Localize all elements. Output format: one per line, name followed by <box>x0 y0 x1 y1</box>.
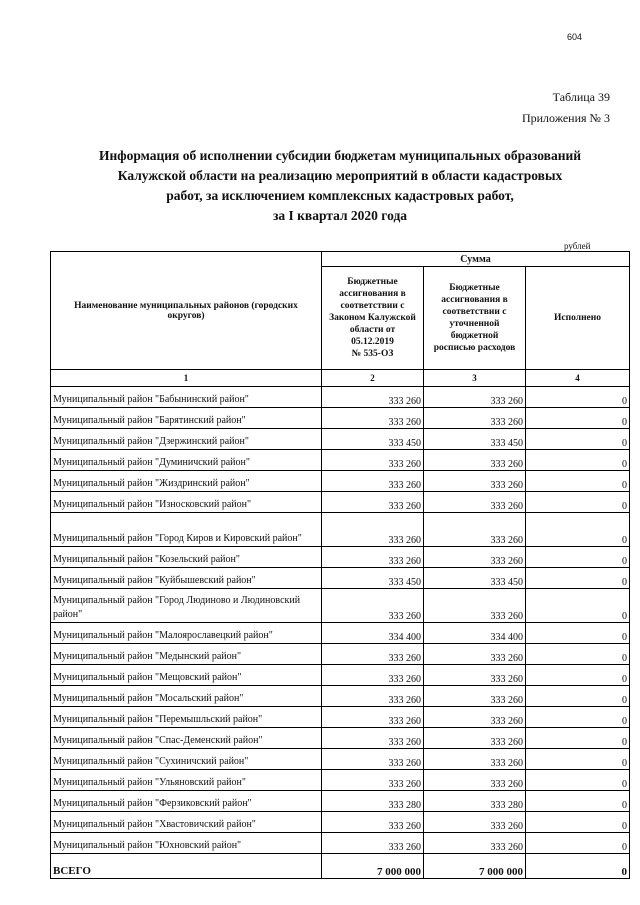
table-row <box>51 547 630 568</box>
table-row <box>51 749 630 770</box>
col-number: 2 <box>322 370 424 387</box>
executed-amount: 0 <box>526 589 630 623</box>
law-amount: 333 260 <box>322 728 424 749</box>
district-name: Муниципальный район "Мосальский район" <box>51 686 322 707</box>
executed-amount: 0 <box>526 644 630 665</box>
district-name: Муниципальный район "Жиздринский район" <box>51 471 322 492</box>
refined-amount: 334 400 <box>424 623 526 644</box>
refined-amount: 333 260 <box>424 492 526 513</box>
title-line: Калужской области на реализацию мероприятий в области кадастровых <box>117 168 563 183</box>
table-row <box>51 833 630 854</box>
table-reference <box>522 87 610 129</box>
law-amount: 334 400 <box>322 623 424 644</box>
refined-amount: 333 260 <box>424 644 526 665</box>
executed-amount: 0 <box>526 770 630 791</box>
executed-amount: 0 <box>526 812 630 833</box>
law-amount: 333 260 <box>322 408 424 429</box>
refined-amount: 333 260 <box>424 408 526 429</box>
table-row <box>51 450 630 471</box>
refined-amount: 333 450 <box>424 429 526 450</box>
refined-amount: 333 260 <box>424 686 526 707</box>
law-amount: 333 450 <box>322 429 424 450</box>
executed-amount: 0 <box>526 450 630 471</box>
table-row <box>51 686 630 707</box>
table-row <box>51 513 630 547</box>
law-amount: 333 260 <box>322 707 424 728</box>
district-name: Муниципальный район "Куйбышевский район" <box>51 568 322 589</box>
table-row <box>51 644 630 665</box>
refined-amount: 333 260 <box>424 513 526 547</box>
law-amount: 333 260 <box>322 547 424 568</box>
table-row <box>51 707 630 728</box>
law-amount: 333 260 <box>322 665 424 686</box>
law-amount: 333 260 <box>322 749 424 770</box>
district-name: Муниципальный район "Спас-Деменский район" <box>51 728 322 749</box>
district-name: Муниципальный район "Дзержинский район" <box>51 429 322 450</box>
executed-amount: 0 <box>526 513 630 547</box>
district-name: Муниципальный район "Перемышльский район" <box>51 707 322 728</box>
col-number: 1 <box>51 370 322 387</box>
table-row <box>51 589 630 623</box>
table-row <box>51 812 630 833</box>
refined-amount: 333 260 <box>424 812 526 833</box>
executed-amount: 0 <box>526 791 630 812</box>
table-row <box>51 387 630 408</box>
district-name: Муниципальный район "Думиничский район" <box>51 450 322 471</box>
total-row <box>51 854 630 879</box>
district-name: Муниципальный район "Город Людиново и Людиновский район" <box>51 589 322 623</box>
executed-amount: 0 <box>526 623 630 644</box>
executed-amount: 0 <box>526 728 630 749</box>
law-amount: 333 260 <box>322 492 424 513</box>
law-amount: 333 260 <box>322 387 424 408</box>
district-name: Муниципальный район "Юхновский район" <box>51 833 322 854</box>
total-executed: 0 <box>526 854 630 879</box>
table-row <box>51 728 630 749</box>
refined-amount: 333 260 <box>424 728 526 749</box>
table-row <box>51 492 630 513</box>
title-line: за I квартал 2020 года <box>272 208 408 223</box>
law-amount: 333 260 <box>322 644 424 665</box>
refined-amount: 333 260 <box>424 707 526 728</box>
header-executed-col: Исполнено <box>526 267 630 370</box>
law-amount: 333 260 <box>322 770 424 791</box>
law-amount: 333 450 <box>322 568 424 589</box>
law-amount: 333 260 <box>322 513 424 547</box>
district-name: Муниципальный район "Малоярославецкий район" <box>51 623 322 644</box>
district-name: Муниципальный район "Износковский район" <box>51 492 322 513</box>
executed-amount: 0 <box>526 547 630 568</box>
title-line: работ, за исключением комплексных кадастровых работ, <box>166 188 514 203</box>
executed-amount: 0 <box>526 492 630 513</box>
district-name: Муниципальный район "Бабынинский район" <box>51 387 322 408</box>
table-label: Таблица 39 <box>552 90 610 104</box>
refined-amount: 333 260 <box>424 471 526 492</box>
refined-amount: 333 280 <box>424 791 526 812</box>
table-row <box>51 568 630 589</box>
refined-amount: 333 260 <box>424 387 526 408</box>
header-name-col: Наименование муниципальных районов (городских округов) <box>51 252 322 370</box>
col-number: 3 <box>424 370 526 387</box>
table-row <box>51 791 630 812</box>
executed-amount: 0 <box>526 749 630 770</box>
law-amount: 333 260 <box>322 812 424 833</box>
refined-amount: 333 260 <box>424 770 526 791</box>
executed-amount: 0 <box>526 568 630 589</box>
table-row <box>51 623 630 644</box>
executed-amount: 0 <box>526 387 630 408</box>
refined-amount: 333 260 <box>424 450 526 471</box>
table-row <box>51 665 630 686</box>
refined-amount: 333 260 <box>424 833 526 854</box>
law-amount: 333 260 <box>322 450 424 471</box>
total-law: 7 000 000 <box>322 854 424 879</box>
header-sum-group: Сумма <box>322 252 630 267</box>
district-name: Муниципальный район "Хвастовичский район" <box>51 812 322 833</box>
col-number: 4 <box>526 370 630 387</box>
district-name: Муниципальный район "Ульяновский район" <box>51 770 322 791</box>
header-refined-col: Бюджетные ассигнования в соответствии с уточненной бюджетной росписью расходов <box>424 267 526 370</box>
district-name: Муниципальный район "Сухиничский район" <box>51 749 322 770</box>
law-amount: 333 260 <box>322 471 424 492</box>
refined-amount: 333 260 <box>424 749 526 770</box>
district-name: Муниципальный район "Ферзиковский район" <box>51 791 322 812</box>
executed-amount: 0 <box>526 707 630 728</box>
executed-amount: 0 <box>526 833 630 854</box>
refined-amount: 333 450 <box>424 568 526 589</box>
executed-amount: 0 <box>526 471 630 492</box>
table-row <box>51 471 630 492</box>
unit-label: рублей <box>564 241 591 251</box>
law-amount: 333 260 <box>322 589 424 623</box>
header-law-col: Бюджетные ассигнования в соответствии с Законом Калужской области от 05.12.2019 № 535-ОЗ <box>322 267 424 370</box>
total-label: ВСЕГО <box>51 854 322 879</box>
law-amount: 333 280 <box>322 791 424 812</box>
district-name: Муниципальный район "Козельский район" <box>51 547 322 568</box>
appendix-label: Приложения № 3 <box>521 111 610 125</box>
district-name: Муниципальный район "Мещовский район" <box>51 665 322 686</box>
law-amount: 333 260 <box>322 686 424 707</box>
refined-amount: 333 260 <box>424 547 526 568</box>
executed-amount: 0 <box>526 686 630 707</box>
refined-amount: 333 260 <box>424 589 526 623</box>
subsidy-table <box>50 251 630 879</box>
document-title <box>60 146 620 226</box>
table-row <box>51 770 630 791</box>
page-number: 604 <box>567 32 583 42</box>
total-refined: 7 000 000 <box>424 854 526 879</box>
table-row <box>51 429 630 450</box>
law-amount: 333 260 <box>322 833 424 854</box>
district-name: Муниципальный район "Медынский район" <box>51 644 322 665</box>
table-body <box>51 387 630 854</box>
table-row <box>51 408 630 429</box>
district-name: Муниципальный район "Барятинский район" <box>51 408 322 429</box>
title-line: Информация об исполнении субсидии бюджетам муниципальных образований <box>98 148 582 163</box>
refined-amount: 333 260 <box>424 665 526 686</box>
executed-amount: 0 <box>526 408 630 429</box>
executed-amount: 0 <box>526 665 630 686</box>
executed-amount: 0 <box>526 429 630 450</box>
district-name: Муниципальный район "Город Киров и Кировский район" <box>51 513 322 547</box>
